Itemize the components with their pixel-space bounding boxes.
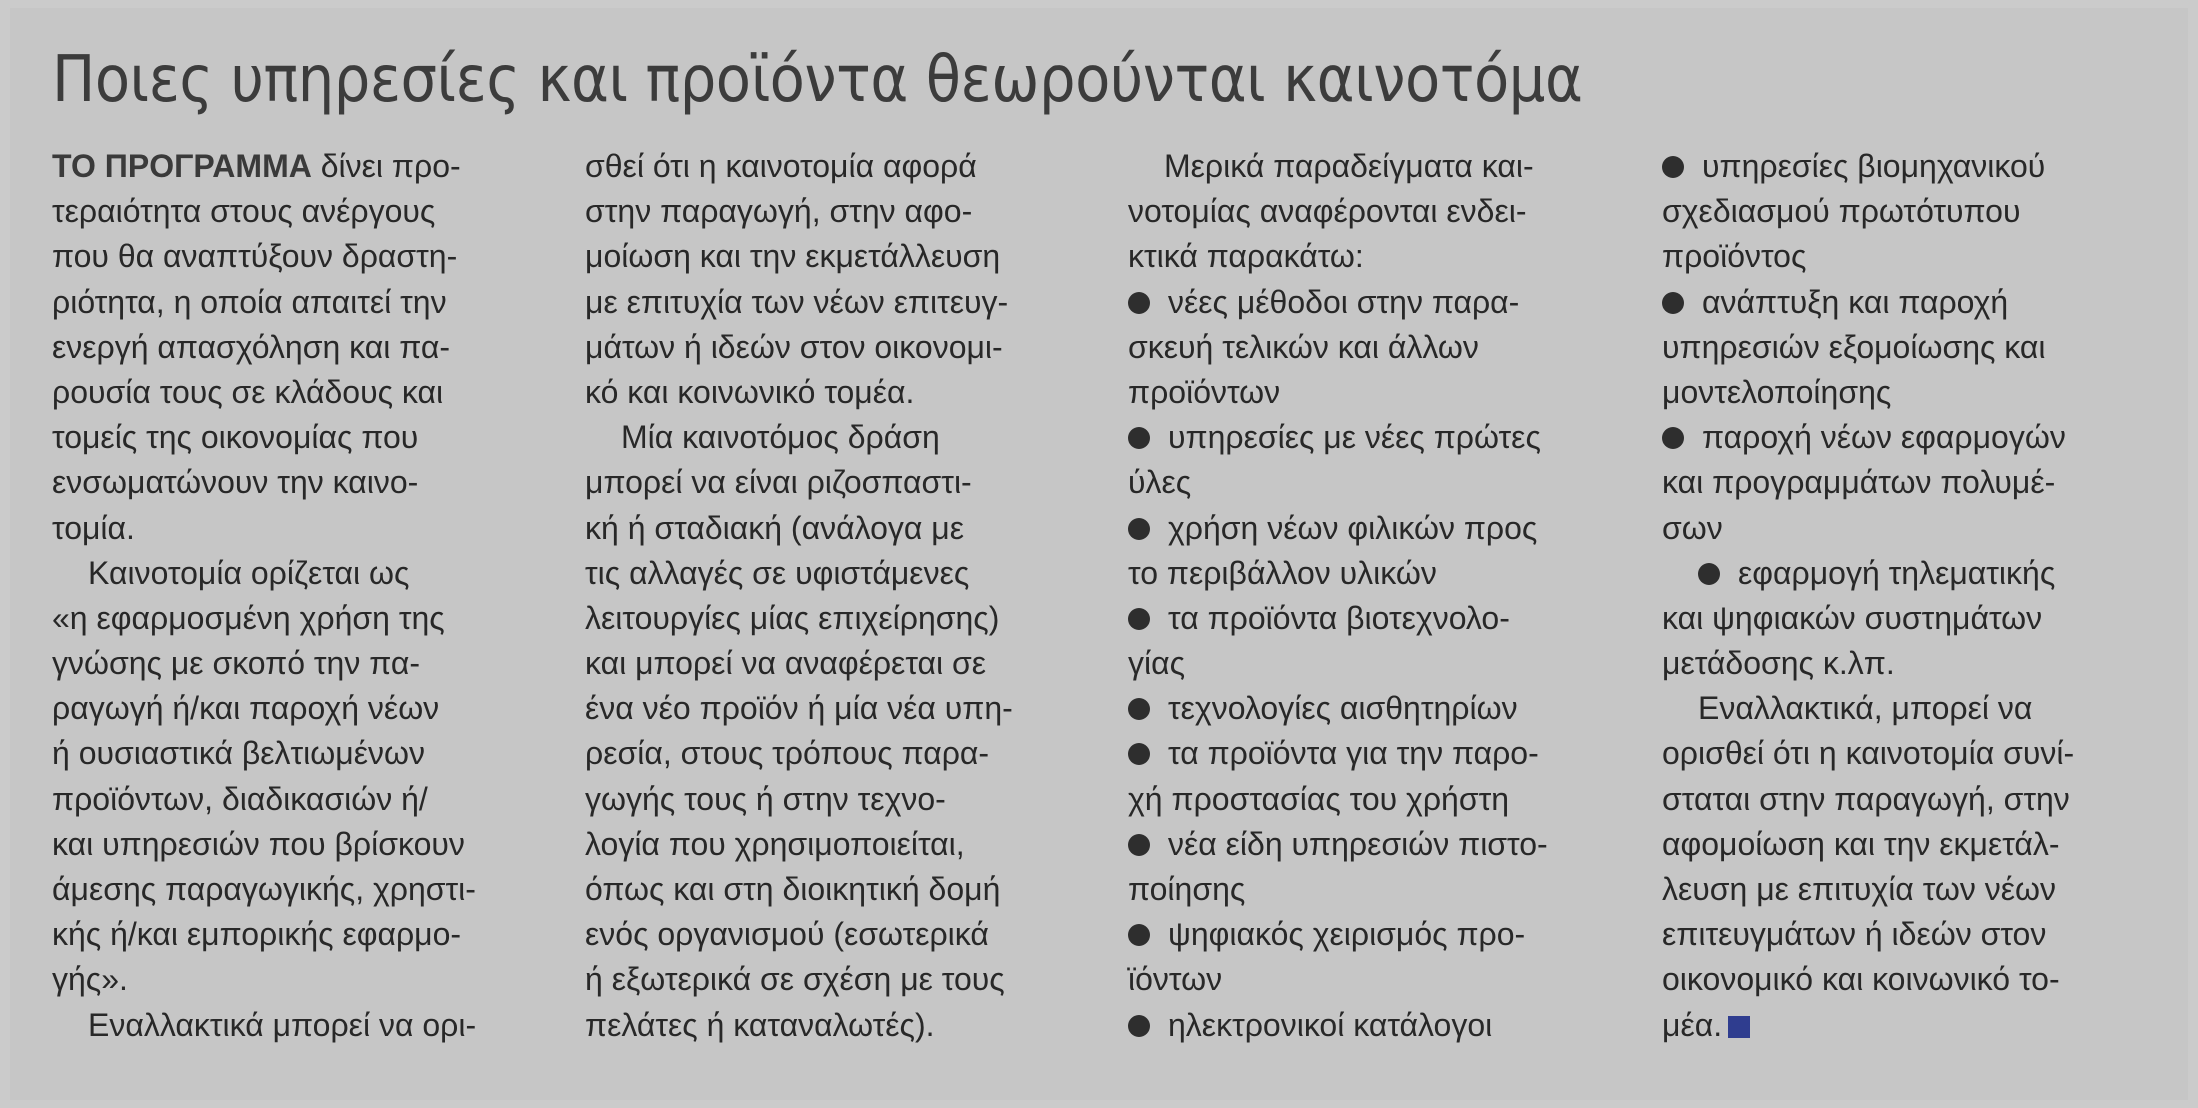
text-line: κό και κοινωνικό τομέα. [585, 373, 915, 410]
list-item: τα προϊόντα για την παρο- [1168, 735, 1539, 772]
list-item: παροχή νέων εφαρμογών [1702, 419, 2066, 456]
text-line: το περιβάλλον υλικών [1128, 554, 1437, 591]
bullet-icon [1128, 924, 1150, 946]
list-item: υπηρεσίες με νέες πρώτες [1168, 419, 1541, 456]
text-line: ενεργή απασχόληση και πα- [52, 328, 451, 365]
list-item: υπηρεσίες βιομηχανικού [1702, 148, 2046, 184]
text-line: γωγής τους ή στην τεχνο- [585, 780, 946, 817]
text-line: προϊόντος [1662, 238, 1807, 275]
list-item: ανάπτυξη και παροχή [1702, 283, 2009, 320]
text-line: σκευή τελικών και άλλων [1128, 328, 1479, 365]
text-line: λευση με επιτυχία των νέων [1662, 871, 2056, 907]
bullet-icon [1128, 1015, 1150, 1037]
bullet-icon [1128, 743, 1150, 765]
text-line: γής». [52, 961, 128, 998]
article-column-3 [1128, 144, 1610, 1074]
text-line: ορισθεί ότι η καινοτομία συνί- [1662, 735, 2075, 772]
text-line: Εναλλακτικά, μπορεί να [1698, 690, 2033, 727]
lead-text: ΤΟ ΠΡΟΓΡΑΜΜΑ [52, 148, 312, 184]
article-headline: Ποιες υπηρεσίες και προϊόντα θεωρούνται καινοτόμα [52, 43, 1583, 117]
text-line: σχεδιασμού πρωτότυπου [1662, 193, 2021, 230]
text-line: ρουσία τους σε κλάδους και [52, 373, 444, 410]
text-line: Καινοτομία ορίζεται ως [88, 554, 410, 591]
text-line: μάτων ή ιδεών στον οικονομι- [585, 328, 1003, 365]
text-line: ριότητα, η οποία απαιτεί την [52, 283, 447, 320]
text-line: αφομοίωση και την εκμετάλ- [1662, 825, 2060, 862]
text-line: νοτομίας αναφέρονται ενδει- [1128, 193, 1527, 230]
text-line: κτικά παρακάτω: [1128, 238, 1364, 275]
text-line: ποίησης [1128, 871, 1246, 907]
list-item: τεχνολογίες αισθητηρίων [1168, 690, 1518, 727]
text-line: προϊόντων, διαδικασιών ή/ [52, 780, 428, 817]
text-line: μοίωση και την εκμετάλλευση [585, 238, 1001, 275]
text-line: δίνει προ- [311, 148, 461, 184]
text-line: που θα αναπτύξουν δραστη- [52, 238, 458, 275]
text-line: και υπηρεσιών που βρίσκουν [52, 825, 465, 862]
text-line: μπορεί να είναι ριζοσπαστι- [585, 464, 972, 501]
text-line: μοντελοποίησης [1662, 373, 1892, 410]
list-item: νέες μέθοδοι στην παρα- [1168, 283, 1520, 320]
text-line: με επιτυχία των νέων επιτευγ- [585, 283, 1009, 320]
text-line: ενός οργανισμού (εσωτερικά [585, 916, 989, 953]
bullet-icon [1662, 292, 1684, 314]
end-mark-icon [1728, 1016, 1750, 1038]
bullet-icon [1128, 608, 1150, 630]
list-item: τα προϊόντα βιοτεχνολο- [1168, 599, 1510, 636]
bullet-icon [1128, 834, 1150, 856]
text-line: κή ή σταδιακή (ανάλογα με [585, 509, 964, 546]
text-line: μέα. [1662, 1006, 1723, 1043]
bullet-icon [1128, 518, 1150, 540]
text-line: τεραιότητα στους ανέργους [52, 193, 436, 230]
text-line: και προγραμμάτων πολυμέ- [1662, 464, 2056, 501]
text-line: στην παραγωγή, στην αφο- [585, 193, 973, 230]
list-item: ψηφιακός χειρισμός προ- [1168, 916, 1526, 953]
text-line: ενσωματώνουν την καινο- [52, 464, 419, 501]
text-line: ραγωγή ή/και παροχή νέων [52, 690, 440, 727]
text-line: γνώσης με σκοπό την πα- [52, 645, 421, 682]
text-line: ρεσία, στους τρόπους παρα- [585, 735, 990, 772]
text-line: προϊόντων [1128, 373, 1281, 410]
bullet-icon [1128, 698, 1150, 720]
text-line: τομία. [52, 509, 135, 546]
text-line: μετάδοσης κ.λπ. [1662, 645, 1895, 682]
bullet-icon [1128, 427, 1150, 449]
list-item: εφαρμογή τηλεματικής [1738, 554, 2056, 591]
text-line: σταται στην παραγωγή, στην [1662, 780, 2070, 817]
text-line: σων [1662, 509, 1723, 546]
text-line: επιτευγμάτων ή ιδεών στον [1662, 916, 2047, 953]
text-line: λογία που χρησιμοποιείται, [585, 825, 965, 862]
text-line: και μπορεί να αναφέρεται σε [585, 645, 987, 682]
text-line: ένα νέο προϊόν ή μία νέα υπη- [585, 690, 1013, 727]
text-line: τις αλλαγές σε υφιστάμενες [585, 554, 970, 591]
text-line: Μερικά παραδείγματα και- [1164, 148, 1534, 184]
bullet-icon [1128, 292, 1150, 314]
text-line: «η εφαρμοσμένη χρήση της [52, 599, 445, 636]
text-line: ή εξωτερικά σε σχέση με τους [585, 961, 1005, 998]
text-line: λειτουργίες μίας επιχείρησης) [585, 599, 1000, 636]
text-line: πελάτες ή καταναλωτές). [585, 1006, 935, 1043]
text-line: τομείς της οικονομίας που [52, 419, 419, 456]
text-line: κής ή/και εμπορικής εφαρμο- [52, 916, 462, 953]
text-line: οικονομικό και κοινωνικό το- [1662, 961, 2060, 998]
bullet-icon [1662, 427, 1684, 449]
text-line: όπως και στη διοικητική δομή [585, 871, 1001, 907]
list-item: χρήση νέων φιλικών προς [1168, 509, 1538, 546]
text-line: υπηρεσιών εξομοίωσης και [1662, 328, 2046, 365]
list-item: ηλεκτρονικοί κατάλογοι [1168, 1006, 1493, 1043]
text-line: σθεί ότι η καινοτομία αφορά [585, 148, 977, 184]
text-line: ύλες [1128, 464, 1192, 501]
text-line: άμεσης παραγωγικής, χρηστι- [52, 871, 476, 907]
text-line: ή ουσιαστικά βελτιωμένων [52, 735, 425, 772]
list-item: νέα είδη υπηρεσιών πιστο- [1168, 825, 1548, 862]
bullet-icon [1662, 156, 1684, 178]
text-line: Εναλλακτικά μπορεί να ορι- [88, 1006, 477, 1043]
article-column-4 [1662, 144, 2150, 1074]
text-line: Μία καινοτόμος δράση [621, 419, 940, 456]
text-line: γίας [1128, 645, 1186, 682]
text-line: χή προστασίας του χρήστη [1128, 780, 1510, 817]
text-line: και ψηφιακών συστημάτων [1662, 599, 2043, 636]
article-column-1 [52, 144, 542, 1074]
article-column-2 [585, 144, 1079, 1074]
bullet-icon [1698, 563, 1720, 585]
text-line: ϊόντων [1128, 961, 1223, 998]
